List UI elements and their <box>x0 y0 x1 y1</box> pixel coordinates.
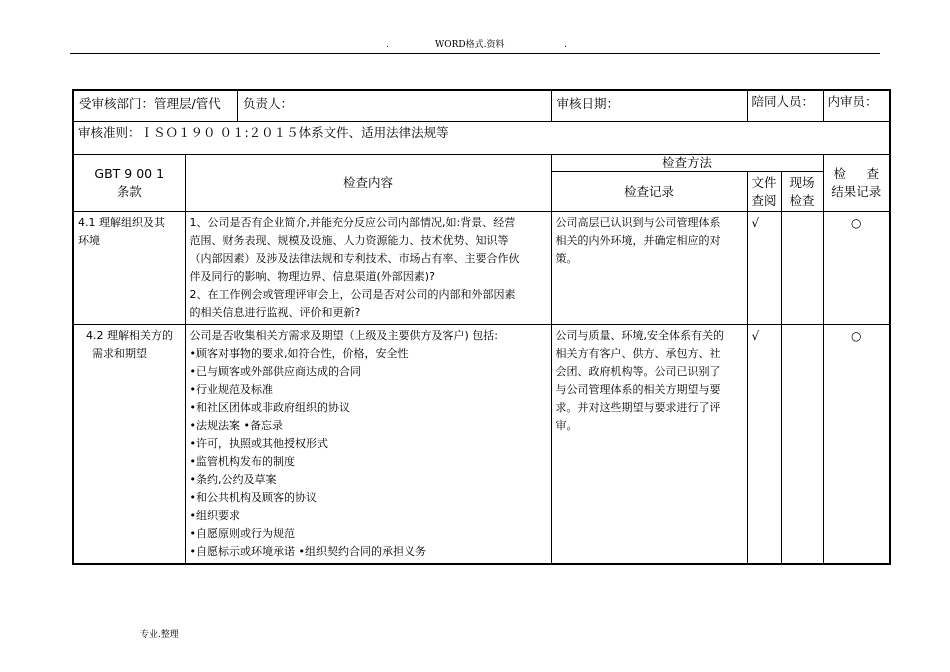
content-line: •组织要求 <box>189 509 240 522</box>
record-line: 求。并对这些期望与要求进行了评 <box>555 401 721 414</box>
content-header: 检查内容 <box>185 155 551 212</box>
clause-header-line2: 条款 <box>116 184 142 199</box>
page-footer: 专业.整理 <box>140 630 179 640</box>
page-header <box>70 38 880 52</box>
content-line: 公司是否收集相关方需求及期望（上级及主要供方及客户) 包括: <box>189 329 498 342</box>
result-header-char1: 检 <box>833 166 847 181</box>
content-line: 的相关信息进行监视、评价和更新? <box>189 306 361 319</box>
content-line: •自愿标示或环境承诺 •组织契约合同的承担义务 <box>189 545 426 558</box>
clause-line: 4.2 理解相关方的 <box>86 329 173 342</box>
record-line: 策。 <box>555 252 578 265</box>
doc-review-header <box>747 172 781 212</box>
content-cell <box>185 325 551 565</box>
result-mark: ○ <box>823 325 890 565</box>
doc-review-line2: 查阅 <box>751 192 777 208</box>
responsible-person: 负责人： <box>243 96 294 111</box>
site-check-line2: 检查 <box>789 192 815 208</box>
clause-line: 需求和期望 <box>92 347 147 360</box>
site-check-line1: 现场 <box>789 174 815 190</box>
clause-cell <box>73 325 185 565</box>
clause-line: 环境 <box>78 234 100 247</box>
record-line: 与公司管理体系的相关方期望与要 <box>555 383 721 396</box>
header-title: WORD格式.资料 <box>435 40 505 50</box>
table-row <box>73 212 890 325</box>
clause-line: 4.1 理解组织及其 <box>78 216 165 229</box>
record-cell <box>551 212 747 325</box>
content-line: •条约,公约及草案 <box>189 473 277 486</box>
result-header <box>823 155 890 212</box>
doc-review-mark: √ <box>747 212 781 325</box>
content-cell <box>185 212 551 325</box>
audit-date: 审核日期： <box>556 96 620 111</box>
site-check-header <box>781 172 823 212</box>
accompany-person: 陪同人员： <box>747 90 823 122</box>
content-line: •和公共机构及顾客的协议 <box>189 491 317 504</box>
audit-criteria: 审核准则：ＩＳＯ１９０ ０１:２０１５体系文件、适用法律法规等 <box>73 122 890 155</box>
result-header-char2: 查 <box>866 166 880 181</box>
audited-department: 受审核部门：管理层/管代 <box>74 91 238 121</box>
record-line: 审。 <box>555 419 578 432</box>
content-line: •已与顾客或外部供应商达成的合同 <box>189 365 361 378</box>
content-line: •行业规范及标准 <box>189 383 273 396</box>
table-row <box>73 325 890 565</box>
internal-auditor: 内审员： <box>823 90 890 122</box>
content-line: •和社区团体或非政府组织的协议 <box>189 401 350 414</box>
content-line: 范围、财务表现、规模及设施、人力资源能力、技术优势、知识等 <box>189 234 509 247</box>
content-line: •法规法案 •备忘录 <box>189 419 283 432</box>
clause-cell <box>73 212 185 325</box>
content-line: •许可，执照或其他授权形式 <box>189 437 328 450</box>
clause-header-line1: GBT 9 00 1 <box>94 166 165 181</box>
audit-checklist-table <box>72 89 891 565</box>
result-header-line2: 结果记录 <box>831 184 882 199</box>
doc-review-mark: √ <box>747 325 781 565</box>
record-line: 公司与质量、环境,安全体系有关的 <box>555 329 725 342</box>
site-check-mark <box>781 325 823 565</box>
header-dot-left: . <box>386 40 389 50</box>
content-line: 1、公司是否有企业简介,并能充分反应公司内部情况,如:背景、经营 <box>189 216 516 229</box>
site-check-mark <box>781 212 823 325</box>
department-cell <box>73 90 551 122</box>
record-cell <box>551 325 747 565</box>
result-mark: ○ <box>823 212 890 325</box>
record-line: 会团、政府机构等。公司已识别了 <box>555 365 721 378</box>
content-line: 伴及同行的影响、物理边界、信息渠道(外部因素)? <box>189 270 435 283</box>
content-line: •自愿原则或行为规范 <box>189 527 295 540</box>
method-header: 检查方法 <box>551 155 823 172</box>
header-dot-right: . <box>564 40 567 50</box>
record-line: 相关的内外环境，并确定相应的对 <box>555 234 721 247</box>
record-line: 公司高层已认识到与公司管理体系 <box>555 216 721 229</box>
header-rule <box>70 53 880 54</box>
info-row <box>73 90 890 122</box>
header-row-1 <box>73 155 890 172</box>
criteria-row <box>73 122 890 155</box>
record-header: 检查记录 <box>551 172 747 212</box>
date-accompany-cell <box>551 90 747 122</box>
content-line: 2、在工作例会或管理评审会上，公司是否对公司的内部和外部因素 <box>189 288 516 301</box>
clause-header <box>73 155 185 212</box>
doc-review-line1: 文件 <box>751 174 777 190</box>
content-line: •顾客对事物的要求,如符合性，价格，安全性 <box>189 347 409 360</box>
content-line: （内部因素）及涉及法律法规和专利技术、市场占有率、主要合作伙 <box>189 252 520 265</box>
record-line: 相关方有客户、供方、承包方、社 <box>555 347 721 360</box>
content-line: •监管机构发布的制度 <box>189 455 295 468</box>
